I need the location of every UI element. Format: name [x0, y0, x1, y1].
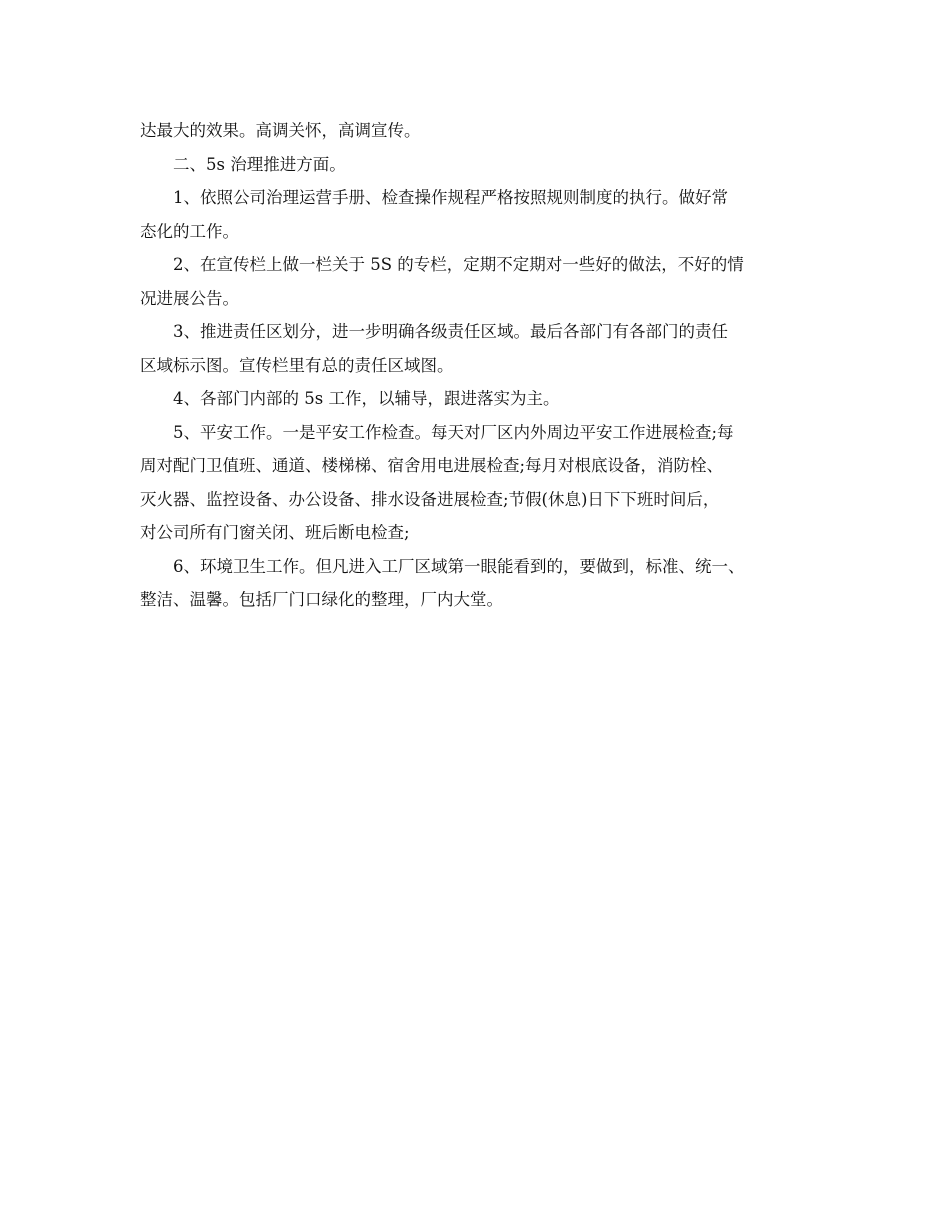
- item-6-line-2: 整洁、温馨。包括厂门口绿化的整理，厂内大堂。: [140, 590, 503, 609]
- item-6-line-1: 6、环境卫生工作。但凡进入工厂区域第一眼能看到的，要做到，标准、统一、: [173, 556, 745, 576]
- item-5-line-4: 对公司所有门窗关闭、班后断电检查;: [140, 523, 410, 542]
- item-5-line-3: 灭火器、监控设备、办公设备、排水设备进展检查;节假(休息)日下下班时间后，: [140, 489, 720, 509]
- item-3-line-1: 3、推进责任区划分，进一步明确各级责任区域。最后各部门有各部门的责任: [173, 322, 728, 341]
- section-heading-5s: 二、5s 治理推进方面。: [173, 154, 346, 174]
- body-line-1: 达最大的效果。高调关怀，高调宣传。: [140, 121, 421, 140]
- document-body: [140, 114, 840, 617]
- item-1-line-1: 1、依照公司治理运营手册、检查操作规程严格按照规则制度的执行。做好常: [173, 188, 728, 207]
- item-5-line-2: 周对配门卫值班、通道、楼梯梯、宿舍用电进展检查;每月对根底设备，消防栓、: [140, 456, 724, 475]
- item-5-line-1: 5、平安工作。一是平安工作检查。每天对厂区内外周边平安工作进展检查;每: [173, 422, 734, 442]
- item-4-line-1: 4、各部门内部的 5s 工作，以辅导，跟进落实为主。: [173, 389, 560, 408]
- item-2-line-2: 况进展公告。: [140, 288, 239, 308]
- item-1-line-2: 态化的工作。: [140, 221, 239, 241]
- item-3-line-2: 区域标示图。宣传栏里有总的责任区域图。: [140, 355, 454, 375]
- item-2-line-1: 2、在宣传栏上做一栏关于 5S 的专栏，定期不定期对一些好的做法，不好的情: [173, 255, 744, 274]
